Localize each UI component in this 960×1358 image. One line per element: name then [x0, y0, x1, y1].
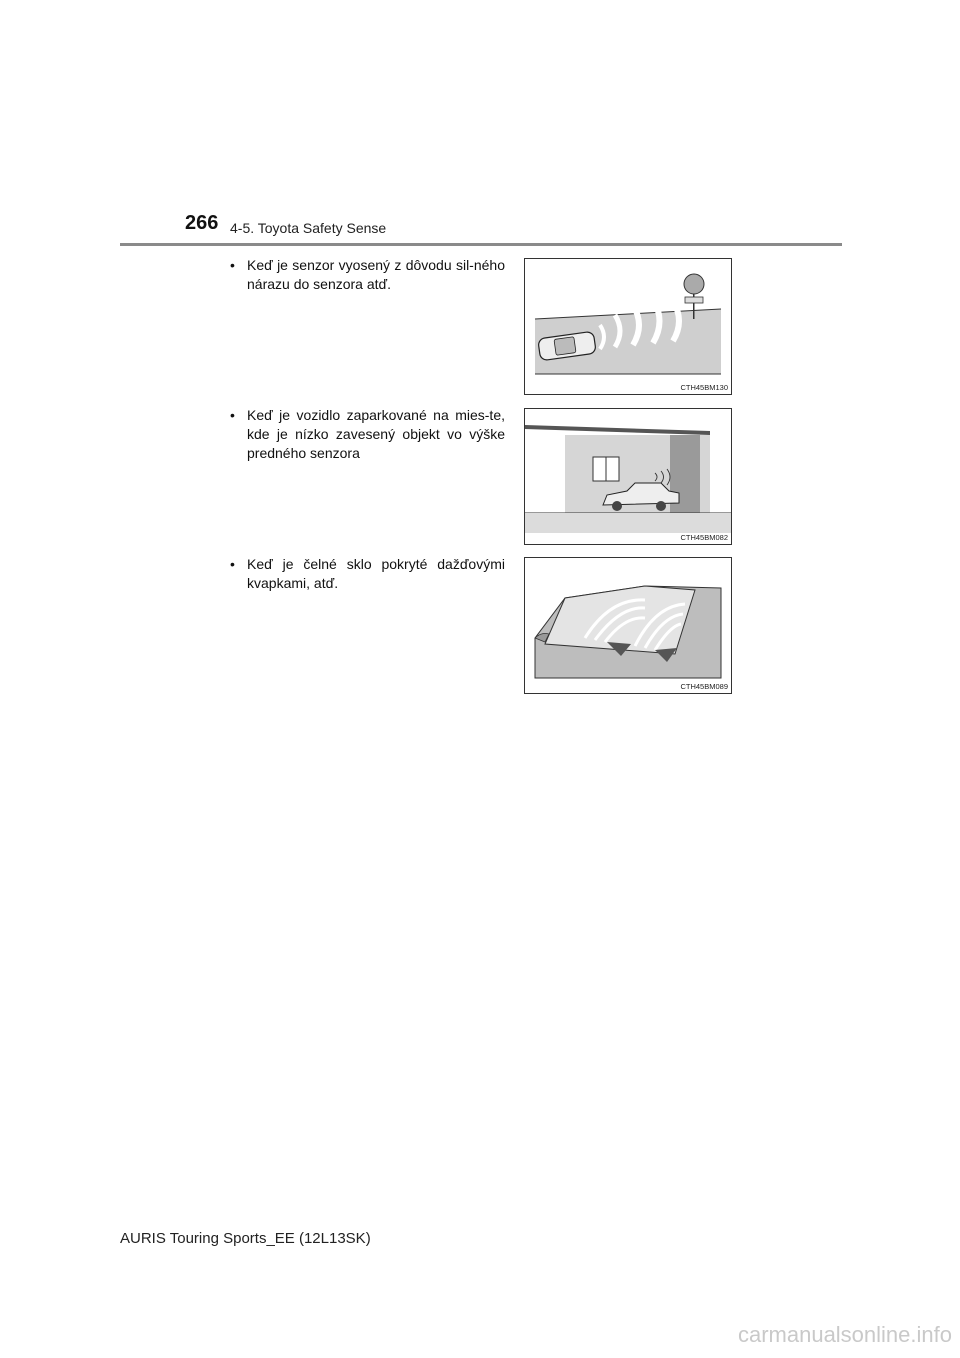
header-rule [120, 243, 842, 246]
bullet-dot: • [230, 407, 235, 423]
bullet-item-2 [230, 406, 505, 463]
figure-code: CTH45BM089 [680, 682, 728, 691]
figure-windshield-raindrops [524, 557, 732, 694]
figure-code: CTH45BM130 [680, 383, 728, 392]
bullet-item-3 [230, 555, 505, 593]
bullet-dot: • [230, 556, 235, 572]
figure-code: CTH45BM082 [680, 533, 728, 542]
watermark: carmanualsonline.info [737, 1322, 952, 1347]
page-number: 266 [185, 212, 219, 234]
footer-model: AURIS Touring Sports_EE (12L13SK) [120, 1230, 371, 1247]
bullet-text: Keď je senzor vyosený z dôvodu sil-ného nárazu do senzora atď. [247, 257, 505, 292]
bullet-item-1 [230, 256, 505, 294]
misaligned-sensor-illustration [525, 259, 731, 394]
figure-misaligned-sensor [524, 258, 732, 395]
low-hanging-object-illustration [525, 409, 731, 544]
section-title: 4-5. Toyota Safety Sense [230, 220, 387, 236]
bullet-dot: • [230, 257, 235, 273]
bullet-text: Keď je čelné sklo pokryté dažďovými kvapkami, atď. [247, 556, 505, 591]
windshield-raindrops-illustration [525, 558, 731, 693]
bullet-text: Keď je vozidlo zaparkované na mies-te, kde je nízko zavesený objekt vo výške predného senzora [247, 407, 505, 461]
figure-low-hanging-object [524, 408, 732, 545]
